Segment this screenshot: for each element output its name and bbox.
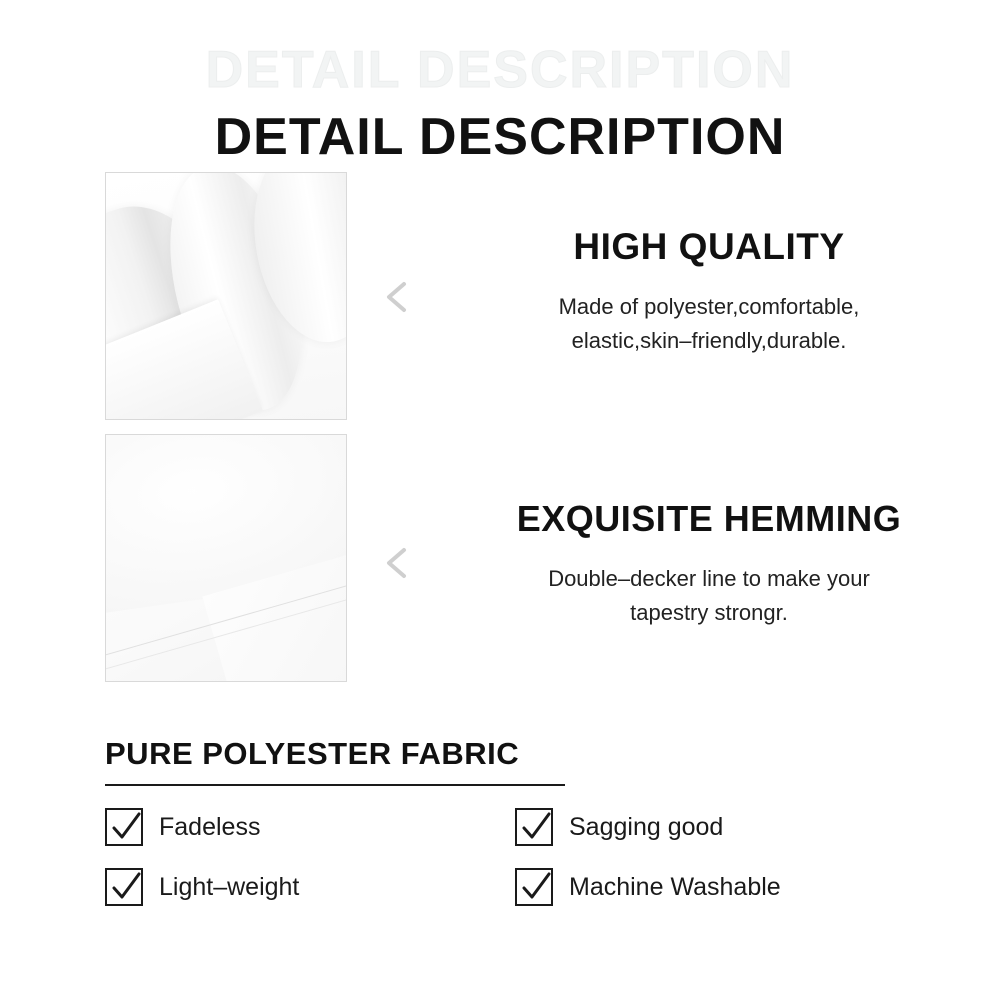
feature-title: HIGH QUALITY	[573, 226, 845, 267]
feature-row-exquisite-hemming	[0, 434, 1000, 682]
chevron-left-icon	[381, 546, 415, 580]
checkmark-icon	[515, 808, 553, 846]
ghost-title-watermark: DETAIL DESCRIPTION	[205, 41, 795, 99]
checklist-item	[105, 808, 515, 846]
chevron-left-icon	[381, 280, 415, 314]
header	[0, 34, 1000, 166]
checkmark-icon	[105, 808, 143, 846]
hem-illustration	[106, 435, 346, 681]
checklist-item	[515, 808, 895, 846]
feature-text-block	[429, 172, 989, 358]
divider	[105, 784, 565, 786]
section-title: PURE POLYESTER FABRIC	[105, 736, 520, 771]
checklist-label: Light–weight	[159, 872, 300, 901]
checklist-item	[515, 868, 895, 906]
fabric-hem-image	[105, 434, 347, 682]
feature-description-line: elastic,skin–friendly,durable.	[571, 328, 847, 354]
checklist-item	[105, 868, 515, 906]
page-title: DETAIL DESCRIPTION	[214, 107, 786, 166]
fabric-folds-image	[105, 172, 347, 420]
checklist-label: Sagging good	[569, 812, 724, 841]
feature-description-line: tapestry strongr.	[630, 600, 788, 626]
feature-description-line: Double–decker line to make your	[548, 566, 870, 591]
checkmark-icon	[515, 868, 553, 906]
checkmark-icon	[105, 868, 143, 906]
pure-polyester-section	[105, 736, 895, 906]
feature-title: EXQUISITE HEMMING	[516, 498, 902, 539]
feature-text-block	[429, 434, 989, 630]
feature-checklist	[105, 808, 895, 906]
checklist-label: Fadeless	[159, 812, 261, 841]
checklist-label: Machine Washable	[569, 872, 781, 901]
feature-description	[429, 290, 989, 358]
feature-description	[429, 562, 989, 630]
fabric-illustration	[106, 173, 346, 419]
feature-row-high-quality	[0, 172, 1000, 420]
feature-description-line: Made of polyester,comfortable,	[558, 294, 860, 319]
